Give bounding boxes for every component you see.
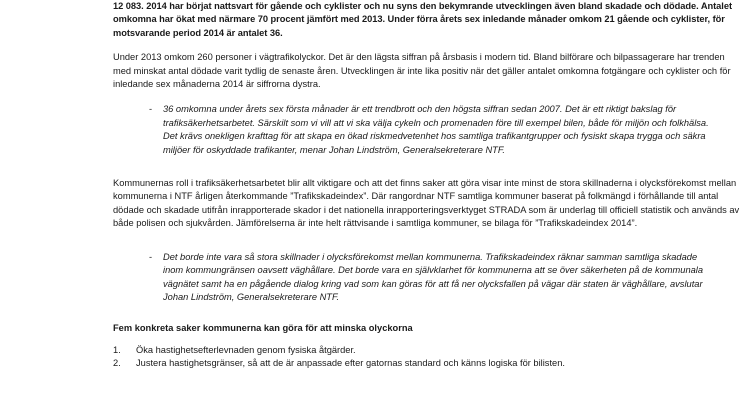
quote-text-1: 36 omkomna under årets sex första månader är ett trendbrott och den högsta siffran sedan 2007. Det är ett riktigt bakslag för trafiksäkerhetsarbetet. Särskilt som vi vill att vi ska välja cykeln och promenaden före till exempel bilen, både för miljön och folkhälsa. Det krävs onekligen krafttag för att skapa en ökad riskmedvetenhet hos samtliga trafikantgrupper och fysiskt skapa trygga och säkra miljöer för oskyddade trafikanter, menar Johan Lindström, Generalsekreterare NTF. (163, 104, 709, 155)
quote-text-2: Det borde inte vara så stora skillnader i olycksförekomst mellan kommunerna. Trafikskadeindex räknar samman samtliga skadade inom kommungränsen oavsett väghållare. Det borde vara en självklarhet för kommunerna att se över säkerheten på de kommunala vägnätet samt ha en pågående dialog kring vad som kan göras för att få ner olycksfallen på vägar där staten är väghållare, avslutar Johan Lindström, Generalsekreterare NTF. (163, 251, 704, 302)
quote-block-1 (149, 103, 718, 157)
quote-dash: - (149, 104, 153, 115)
document-page (113, 0, 743, 371)
list-number: 2. (113, 358, 121, 369)
list-item (113, 357, 743, 370)
section-heading: Fem konkreta saker kommunerna kan göra för att minska olyckorna (113, 323, 413, 334)
body-paragraph-2: Kommunernas roll i trafiksäkerhetsarbetet blir allt viktigare och att det finns saker att göra visar inte minst de stora skillnaderna i olycksförekomst mellan kommunerna i NTF årligen återkommande ”Trafikskadeindex”. Där rangordnar NTF samtliga kommuner baserat på folkmängd i förhållande till antal dödade och skadade utifrån inrapporterade skador i det nationella inrapporteringsverktyget STRADA som är underlag till officiell statistik och används av både polisen och sjukvården. Jämförelserna är inte helt rättvisande i samtliga kommuner, se bilaga för ”Trafikskadeindex 2014”. (113, 178, 740, 229)
list-text: Justera hastighetsgränser, så att de är anpassade efter gatornas standard och känns logiska för bilisten. (136, 358, 565, 369)
lead-paragraph: 12 083. 2014 har börjat nattsvart för gående och cyklister och nu syns den bekymrande utvecklingen även bland skadade och dödade. Antalet omkomna har ökat med närmare 70 procent jämfört med 2013. Under förra årets sex inledande månader omkom 21 gående och cyklister, för motsvarande period 2014 är antalet 36. (113, 1, 733, 38)
body-paragraph-1: Under 2013 omkom 260 personer i vägtrafikolyckor. Det är den lägsta siffran på årsbasis i modern tid. Bland bilförare och bilpassagerare har trenden med minskat antal dödade varit tydlig de senaste åren. Utvecklingen är inte lika positiv när det gäller antalet omkomna fotgängare och cyklister och för inledande sex månaderna 2014 är siffrorna dystra. (113, 52, 731, 90)
list-item (113, 344, 743, 357)
list-number: 1. (113, 344, 121, 355)
list-text: Öka hastighetsefterlevnaden genom fysiska åtgärder. (136, 344, 356, 355)
quote-block-2 (149, 251, 718, 305)
action-list (113, 344, 743, 371)
quote-dash: - (149, 251, 153, 262)
